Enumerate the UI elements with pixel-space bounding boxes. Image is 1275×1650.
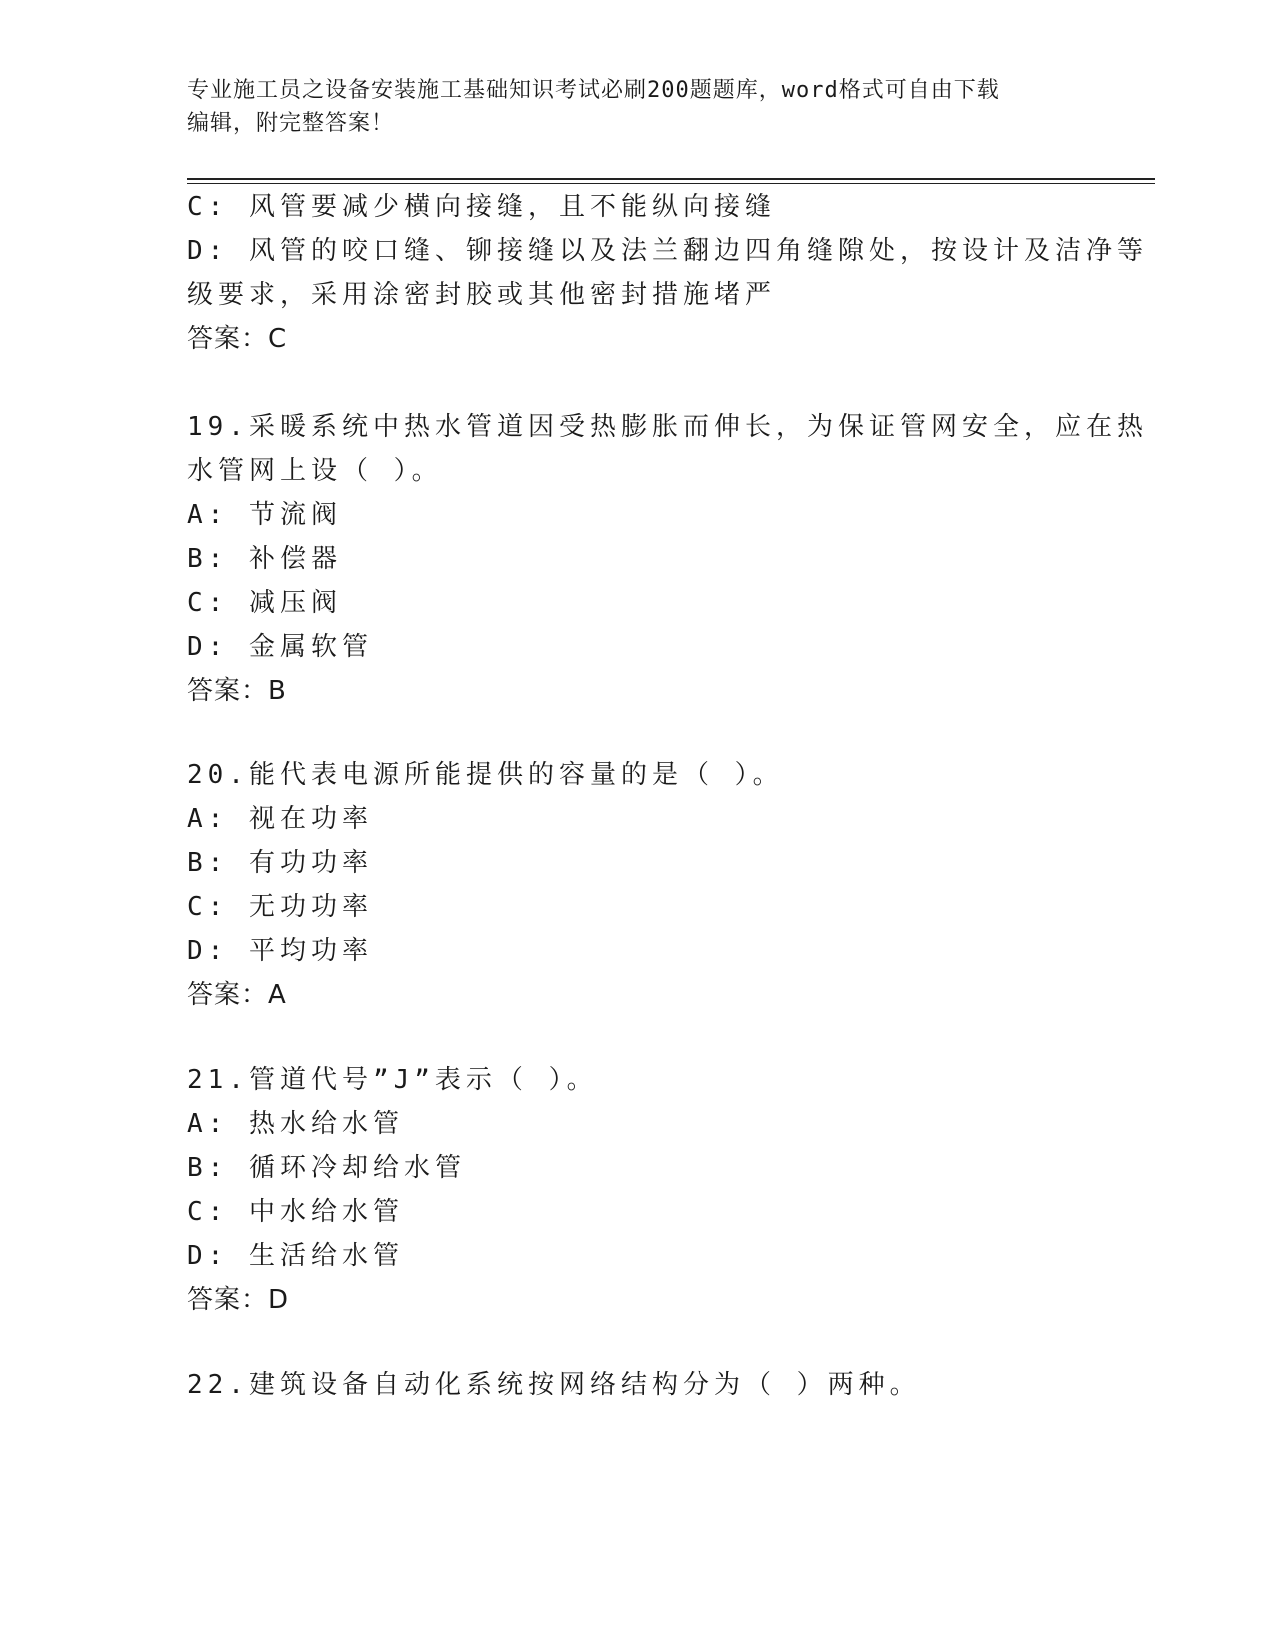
q19-answer: 答案：B [187,676,287,706]
header-divider-thick [187,178,1155,180]
q21-option-d: D: 生活给水管 [187,1241,404,1271]
q19-stem-line-1: 19.采暖系统中热水管道因受热膨胀而伸长，为保证管网安全，应在热 [187,412,1148,442]
q21-stem: 21.管道代号”J”表示（ ）。 [187,1065,598,1095]
q19-option-a: A: 节流阀 [187,500,342,530]
header-divider-thin [187,183,1155,184]
document-header [187,74,1087,140]
q18-answer: 答案：C [187,324,288,354]
q21-option-a: A: 热水给水管 [187,1109,404,1139]
header-title-line-1: 专业施工员之设备安装施工基础知识考试必刷200题题库，word格式可自由下载 [187,78,1000,103]
q20-option-c: C: 无功功率 [187,892,373,922]
q20-option-a: A: 视在功率 [187,804,373,834]
q19-option-c: C: 减压阀 [187,588,342,618]
q18-option-d-line-1: D: 风管的咬口缝、铆接缝以及法兰翻边四角缝隙处，按设计及洁净等 [187,236,1148,266]
q20-answer: 答案：A [187,980,287,1010]
q21-option-b: B: 循环冷却给水管 [187,1153,466,1183]
header-title-line-2: 编辑，附完整答案！ [187,111,395,136]
q21-option-c: C: 中水给水管 [187,1197,404,1227]
q22-stem: 22.建筑设备自动化系统按网络结构分为（ ）两种。 [187,1370,921,1400]
q20-option-d: D: 平均功率 [187,936,373,966]
q19-option-d: D: 金属软管 [187,632,373,662]
q19-option-b: B: 补偿器 [187,544,342,574]
q21-answer: 答案：D [187,1285,290,1315]
q20-stem: 20.能代表电源所能提供的容量的是（ ）。 [187,760,784,790]
q18-option-d-line-2: 级要求，采用涂密封胶或其他密封措施堵严 [187,280,777,310]
q18-option-c: C: 风管要减少横向接缝，且不能纵向接缝 [187,192,776,222]
q19-stem-line-2: 水管网上设（ ）。 [187,456,443,486]
q20-option-b: B: 有功功率 [187,848,373,878]
